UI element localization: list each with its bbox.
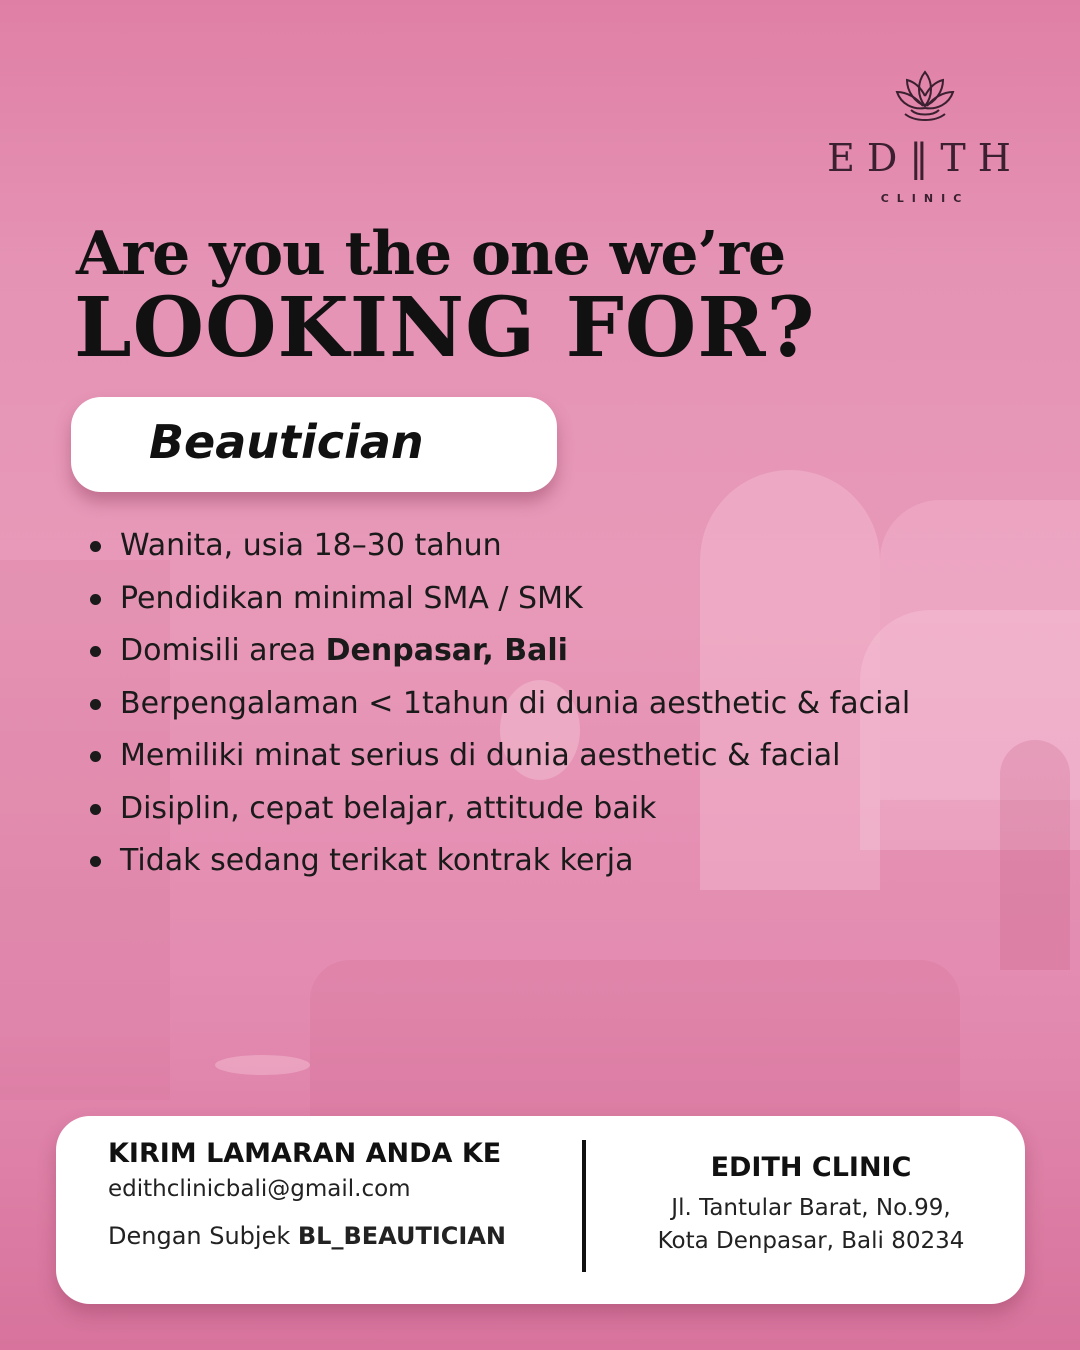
card-divider bbox=[582, 1140, 586, 1272]
headline-line1: Are you the one we’re bbox=[76, 219, 786, 289]
logo-wordmark: ED‖TH bbox=[827, 136, 1023, 180]
role-title: Beautician bbox=[149, 415, 424, 469]
requirement-item: Wanita, usia 18–30 tahun bbox=[90, 520, 970, 573]
subject-code: BL_BEAUTICIAN bbox=[297, 1222, 506, 1250]
lotus-icon bbox=[893, 66, 957, 128]
role-badge bbox=[71, 397, 557, 492]
clinic-address bbox=[616, 1192, 1006, 1258]
logo-subtitle: CLINIC bbox=[880, 192, 970, 205]
headline-line2: LOOKING FOR? bbox=[74, 280, 816, 376]
apply-email[interactable]: edithclinicbali@gmail.com bbox=[108, 1176, 411, 1202]
edith-clinic-logo bbox=[820, 62, 1030, 212]
requirement-item: Memiliki minat serius di dunia aesthetic & facial bbox=[90, 730, 970, 783]
address-line: Jl. Tantular Barat, No.99, bbox=[671, 1195, 951, 1221]
background-table bbox=[215, 1055, 310, 1075]
location-highlight: Denpasar, Bali bbox=[325, 633, 568, 668]
requirement-item: Tidak sedang terikat kontrak kerja bbox=[90, 835, 970, 888]
apply-subject: Dengan Subjek BL_BEAUTICIAN bbox=[108, 1222, 506, 1250]
apply-title: KIRIM LAMARAN ANDA KE bbox=[108, 1138, 502, 1169]
background-statue bbox=[1000, 740, 1070, 970]
requirement-item: Pendidikan minimal SMA / SMK bbox=[90, 573, 970, 626]
background-sofa bbox=[310, 960, 960, 1120]
contact-card bbox=[56, 1116, 1025, 1304]
requirement-item: Domisili area Denpasar, Bali bbox=[90, 625, 970, 678]
requirement-item: Disiplin, cepat belajar, attitude baik bbox=[90, 783, 970, 836]
address-line: Kota Denpasar, Bali 80234 bbox=[657, 1228, 965, 1254]
requirements-list bbox=[90, 520, 970, 888]
requirement-item: Berpengalaman < 1tahun di dunia aesthetic & facial bbox=[90, 678, 970, 731]
clinic-name: EDITH CLINIC bbox=[710, 1152, 912, 1183]
